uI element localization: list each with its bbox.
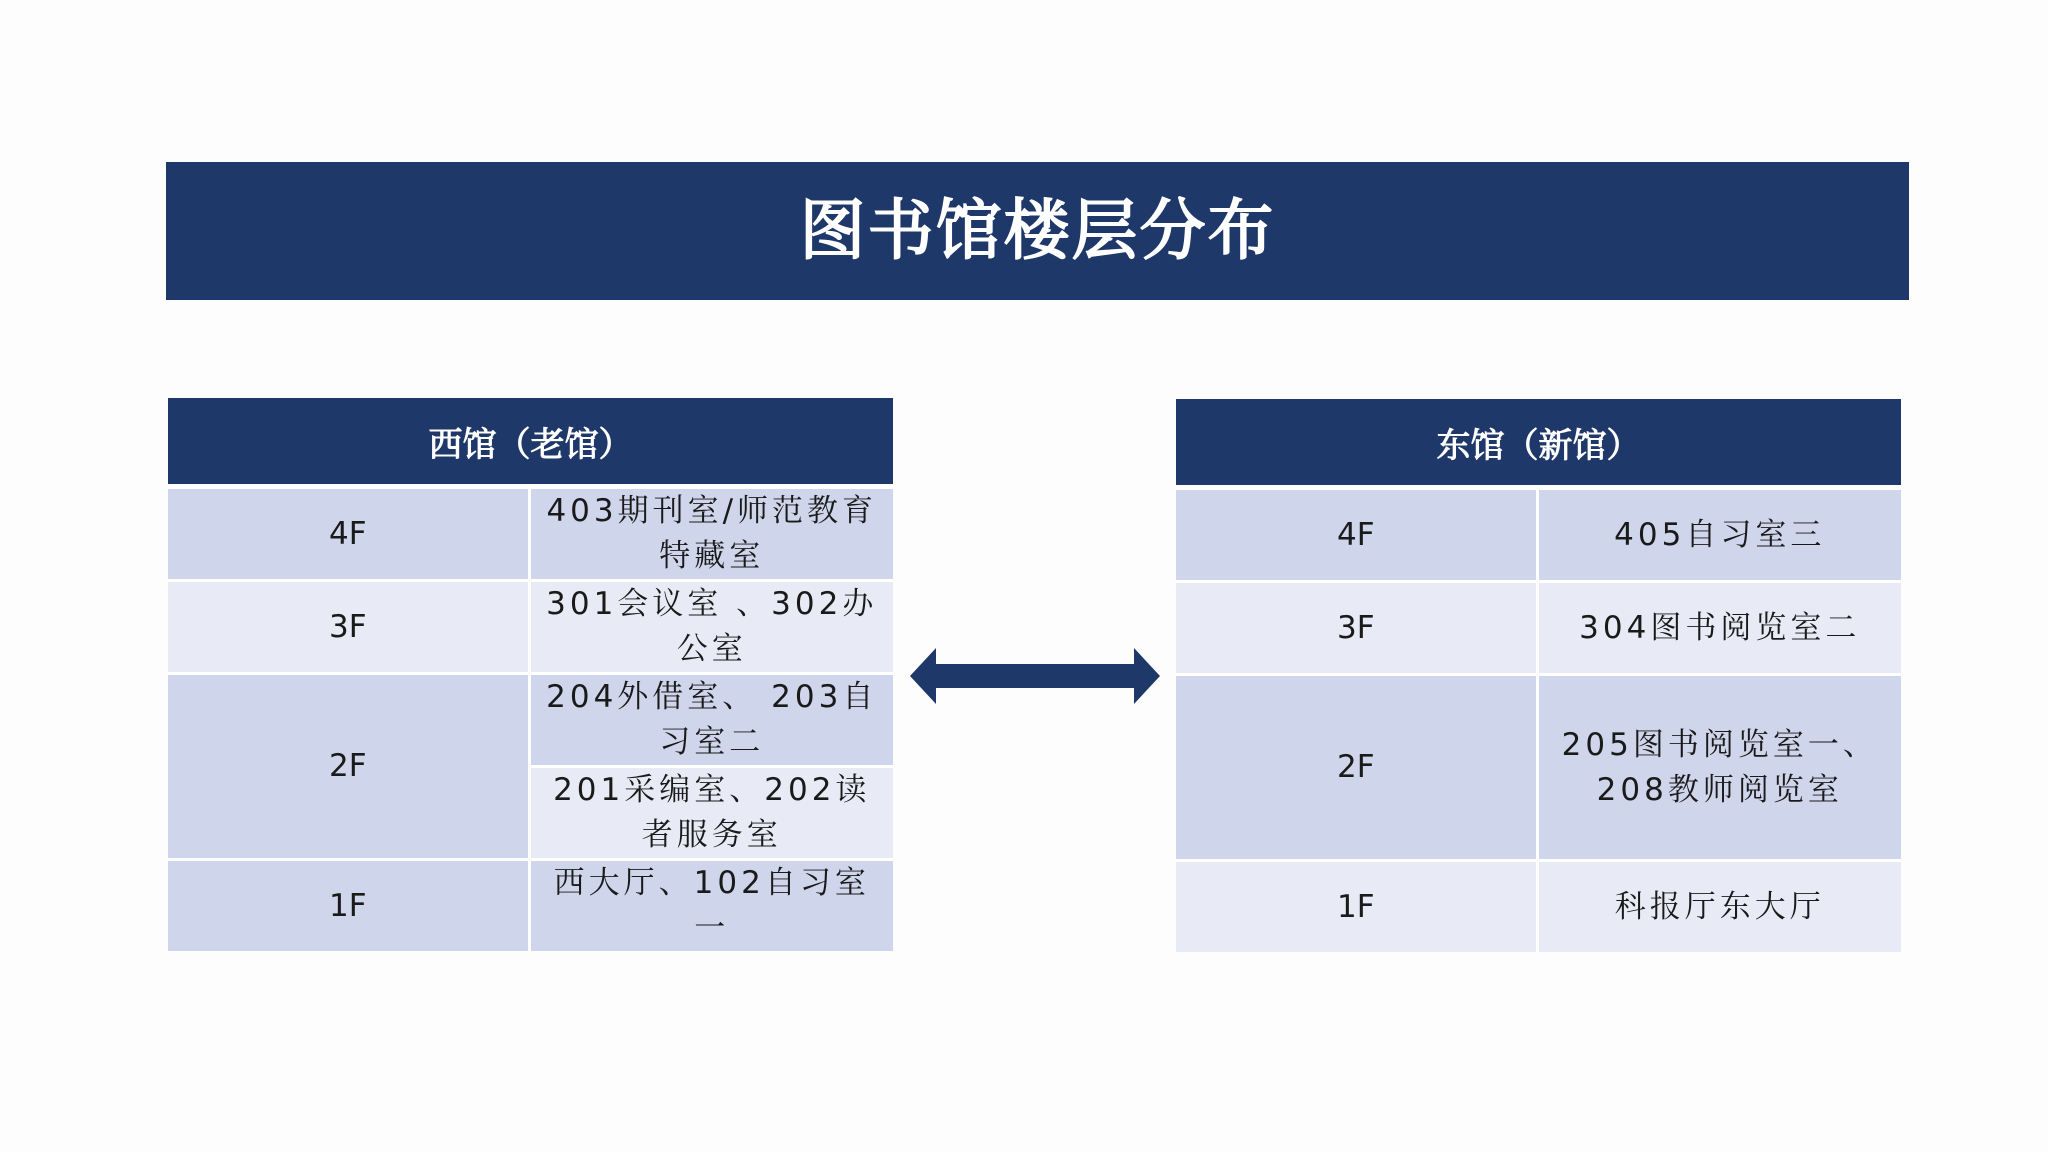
table-row [1176,583,1901,676]
floor-label: 1F [168,861,531,951]
rooms-cell: 201采编室、202读者服务室 [531,768,894,861]
table-row [1176,490,1901,583]
table-row [1176,862,1901,952]
floor-label: 3F [168,582,531,675]
west-building-table [168,398,893,951]
floor-label: 4F [168,489,531,582]
floor-label: 2F [168,675,531,861]
rooms-cell: 204外借室、 203自习室二 [531,675,894,768]
east-table-header: 东馆（新馆） [1176,399,1901,490]
floor-label: 2F [1176,676,1539,862]
table-row [1176,676,1901,862]
rooms-cell: 科报厅东大厅 [1539,862,1902,952]
title-banner [166,162,1909,300]
rooms-cell: 405自习室三 [1539,490,1902,583]
floor-label: 1F [1176,862,1539,952]
rooms-cell: 403期刊室/师范教育特藏室 [531,489,894,582]
table-row [168,489,893,582]
rooms-cell: 205图书阅览室一、208教师阅览室 [1539,676,1902,862]
page-title: 图书馆楼层分布 [799,192,1276,269]
floor-label: 3F [1176,583,1539,676]
rooms-cell: 304图书阅览室二 [1539,583,1902,676]
double-arrow-icon [910,648,1160,704]
rooms-cell: 301会议室 、302办公室 [531,582,894,675]
floor-label: 4F [1176,490,1539,583]
west-table-header: 西馆（老馆） [168,398,893,489]
table-row [168,582,893,675]
east-building-table [1176,399,1901,952]
table-row [168,675,893,768]
table-row [168,861,893,951]
rooms-cell: 西大厅、102自习室一 [531,861,894,951]
